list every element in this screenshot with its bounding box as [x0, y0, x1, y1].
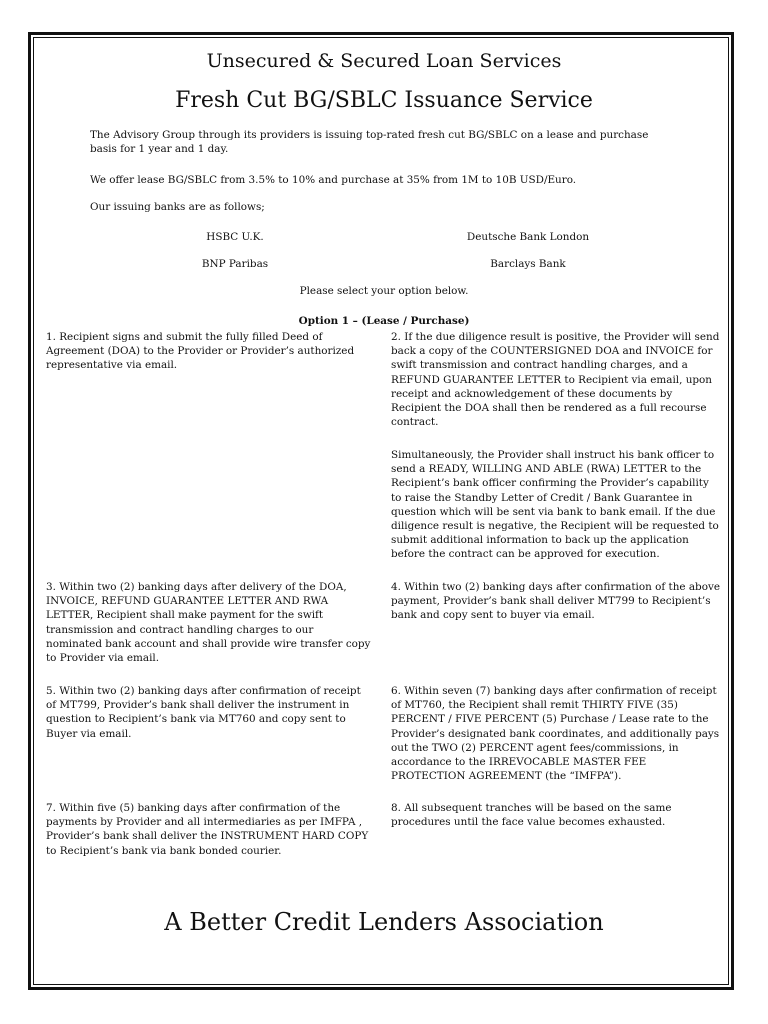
intro-paragraph-2: We offer lease BG/SBLC from 3.5% to 10% and purchase at 35% from 1M to 10B USD/Euro. — [90, 174, 577, 186]
bank-hsbc: HSBC U.K. — [206, 231, 264, 243]
select-instruction: Please select your option below. — [299, 285, 469, 297]
footer-association-name: A Better Credit Lenders Association — [164, 908, 604, 936]
step-3: 3. Within two (2) banking days after delivery of the DOA, INVOICE, REFUND GUARANTEE LETTER AND RWA LETTER, Recipient shall make payment for the swift transmission and contract handling charges to our nominated bank account and shall provide wire transfer copy to Provider via email. — [46, 581, 371, 665]
document-subtitle: Fresh Cut BG/SBLC Issuance Service — [175, 88, 593, 113]
step-2: 2. If the due diligence result is positive, the Provider will send back a copy of the COUNTERSIGNED DOA and INVOICE for swift transmission and contract handling charges, and a REFUND GUARANTEE LETTER to Recipient via email, upon receipt and acknowledgement of these documents by Recipient the DOA shall then be rendered as a full recourse contract. — [391, 331, 720, 429]
step-5: 5. Within two (2) banking days after confirmation of receipt of MT799, Provider’s bank shall deliver the instrument in question to Recipient’s bank via MT760 and copy sent to Buyer via email. — [46, 685, 361, 740]
step-2-continued: Simultaneously, the Provider shall instruct his bank officer to send a READY, WILLING AND ABLE (RWA) LETTER to the Recipient’s bank officer confirming the Provider’s capability to raise the Standby Letter of Credit / Bank Guarantee in question which will be sent via bank to bank email. If the due diligence result is negative, the Recipient will be requested to submit additional information to back up the application before the contract can be approved for execution. — [391, 449, 719, 561]
step-1: 1. Recipient signs and submit the fully filled Deed of Agreement (DOA) to the Provider or Provider’s authorized representative via email. — [46, 331, 355, 372]
step-7: 7. Within five (5) banking days after confirmation of the payments by Provider and all intermediaries as per IMFPA , Provider’s bank shall deliver the INSTRUMENT HARD COPY to Recipient’s bank via bank bonded courier. — [46, 802, 369, 857]
step-8: 8. All subsequent tranches will be based on the same procedures until the face value becomes exhausted. — [391, 802, 672, 829]
step-4: 4. Within two (2) banking days after confirmation of the above payment, Provider’s bank shall deliver MT799 to Recipient’s bank and copy sent to buyer via email. — [391, 581, 720, 622]
bank-bnp: BNP Paribas — [201, 258, 269, 270]
intro-paragraph-1: The Advisory Group through its providers is issuing top-rated fresh cut BG/SBLC on a lease and purchase basis for 1 year and 1 day. — [90, 129, 649, 155]
document-title: Unsecured & Secured Loan Services — [206, 50, 562, 72]
bank-barclays: Barclays Bank — [490, 258, 566, 270]
step-6: 6. Within seven (7) banking days after confirmation of receipt of MT760, the Recipient shall remit THIRTY FIVE (35) PERCENT / FIVE PERCENT (5) Purchase / Lease rate to the Provider’s designated bank coordinates, and additionally pays out the TWO (2) PERCENT agent fees/commissions, in accordance to the IRREVOCABLE MASTER FEE PROTECTION AGREEMENT (the “IMFPA”). — [391, 685, 720, 783]
option-heading: Option 1 – (Lease / Purchase) — [298, 315, 470, 327]
bank-deutsche: Deutsche Bank London — [466, 231, 590, 243]
intro-paragraph-3: Our issuing banks are as follows; — [90, 201, 265, 213]
